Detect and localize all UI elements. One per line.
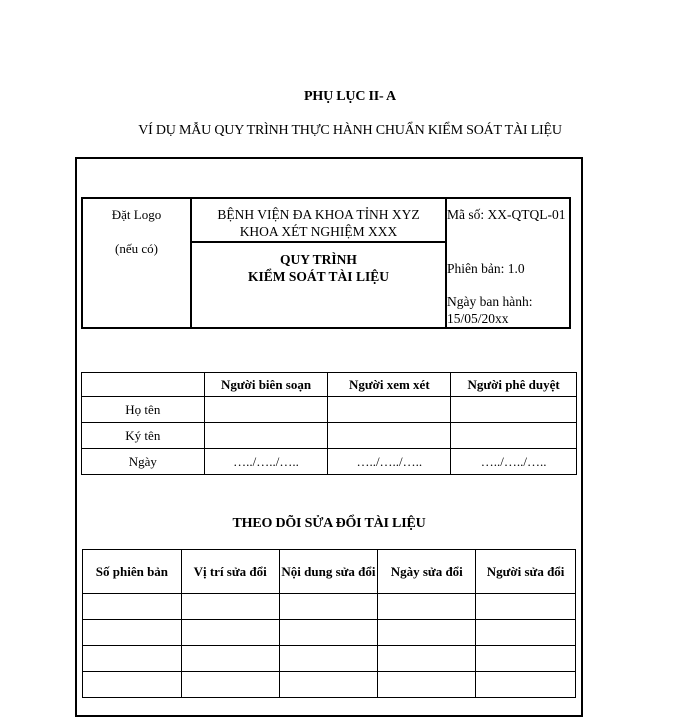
row-label: Ngày (82, 449, 205, 475)
table-cell (181, 594, 279, 620)
table-row (83, 672, 576, 698)
page-subtitle: VÍ DỤ MẪU QUY TRÌNH THỰC HÀNH CHUẨN KIỂM SOÁT TÀI LIỆU (138, 123, 562, 138)
row-label: Ký tên (82, 423, 205, 449)
hospital-name: BỆNH VIỆN ĐA KHOA TỈNH XYZ (217, 207, 420, 222)
table-cell (451, 423, 577, 449)
table-cell (204, 423, 328, 449)
date-placeholder: …../…../….. (451, 449, 577, 475)
table-cell (83, 620, 182, 646)
approval-row-name (82, 397, 577, 423)
department-name: KHOA XÉT NGHIỆM XXX (239, 224, 398, 239)
logo-label: Đặt Logo (111, 207, 162, 222)
document-name: KIỂM SOÁT TÀI LIỆU (248, 269, 389, 284)
table-row (83, 646, 576, 672)
table-cell (328, 423, 451, 449)
table-cell (378, 594, 476, 620)
document-type: QUY TRÌNH (280, 252, 357, 267)
header-center-cell (192, 199, 447, 327)
document-version: Phiên bản: 1.0 (447, 261, 525, 276)
table-cell (204, 397, 328, 423)
revision-table (82, 549, 576, 698)
column-header-content: Nội dung sửa đổi (279, 550, 378, 594)
table-cell (451, 397, 577, 423)
document-header-table (81, 197, 571, 329)
revision-header-row (83, 550, 576, 594)
table-cell (181, 672, 279, 698)
organization-block (192, 199, 445, 243)
table-cell (328, 397, 451, 423)
table-cell (279, 672, 378, 698)
column-header-date: Ngày sửa đổi (378, 550, 476, 594)
table-cell (476, 646, 576, 672)
column-header-approver: Người phê duyệt (451, 373, 577, 397)
approval-row-signature (82, 423, 577, 449)
revision-heading: THEO DÕI SỬA ĐỔI TÀI LIỆU (232, 516, 426, 531)
table-cell (279, 620, 378, 646)
table-row (83, 620, 576, 646)
approval-row-date (82, 449, 577, 475)
column-header-reviewer: Người xem xét (328, 373, 451, 397)
document-code: Mã số: XX-QTQL-01 (447, 207, 566, 222)
approval-corner-cell (82, 373, 205, 397)
column-header-author: Người biên soạn (204, 373, 328, 397)
column-header-editor: Người sửa đổi (476, 550, 576, 594)
logo-placeholder (83, 199, 192, 327)
issue-date-label: Ngày ban hành: (447, 294, 533, 309)
table-cell (83, 672, 182, 698)
column-header-version: Số phiên bản (83, 550, 182, 594)
page-title: PHỤ LỤC II- A (304, 89, 396, 104)
table-cell (83, 594, 182, 620)
table-cell (279, 646, 378, 672)
table-cell (476, 594, 576, 620)
table-cell (181, 646, 279, 672)
row-label: Họ tên (82, 397, 205, 423)
table-row (83, 594, 576, 620)
table-cell (378, 646, 476, 672)
document-name-block (192, 251, 445, 285)
table-cell (83, 646, 182, 672)
table-cell (476, 672, 576, 698)
approval-table (81, 372, 577, 475)
table-cell (279, 594, 378, 620)
table-cell (476, 620, 576, 646)
table-cell (378, 620, 476, 646)
date-placeholder: …../…../….. (328, 449, 451, 475)
document-meta (447, 199, 569, 327)
issue-date-block (447, 293, 565, 327)
logo-note: (nếu có) (115, 241, 158, 256)
issue-date-value: 15/05/20xx (447, 311, 509, 326)
table-cell (181, 620, 279, 646)
table-cell (378, 672, 476, 698)
column-header-location: Vị trí sửa đổi (181, 550, 279, 594)
approval-header-row (82, 373, 577, 397)
date-placeholder: …../…../….. (204, 449, 328, 475)
